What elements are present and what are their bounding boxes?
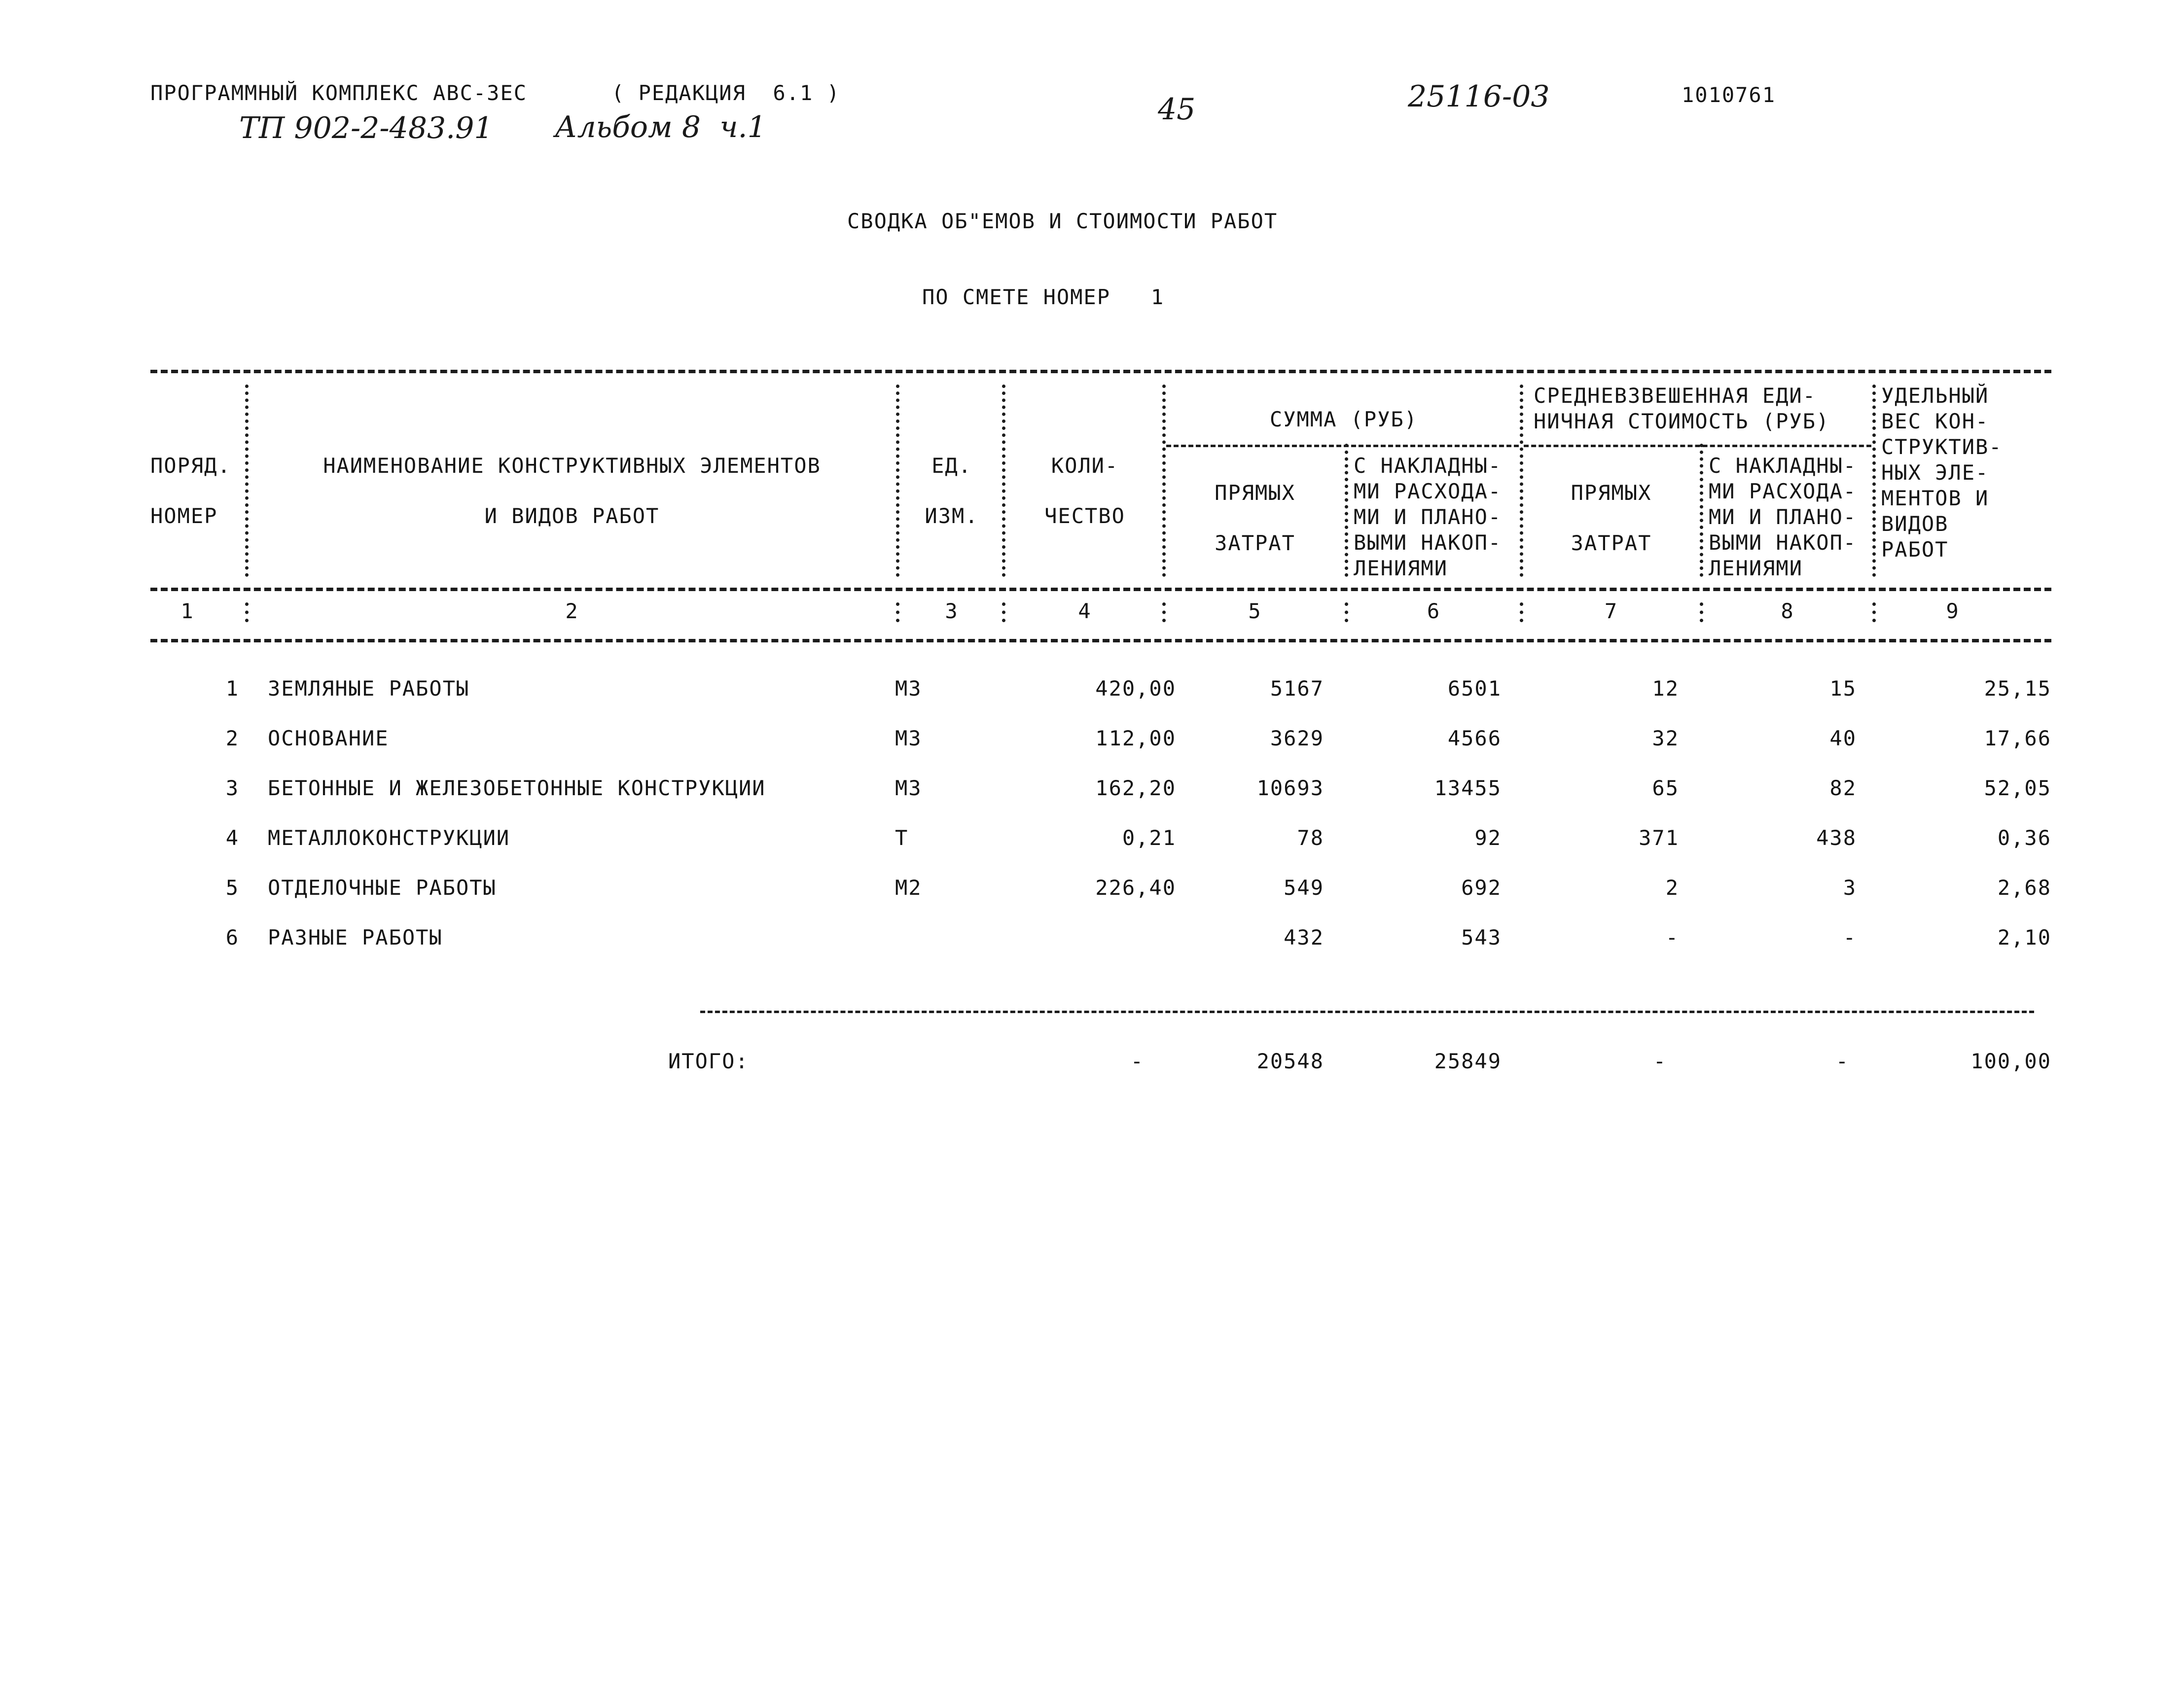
table-row: 3 БЕТОННЫЕ И ЖЕЛЕЗОБЕТОННЫЕ КОНСТРУКЦИИ М3 162,20 10693 13455 65 82 52,05 [225,776,2051,800]
column-separator [1162,602,1166,622]
table-row: 4 МЕТАЛЛОКОНСТРУКЦИИ Т 0,21 78 92 371 438 0,36 [225,826,2051,850]
header-col8: С НАКЛАДНЫ- МИ РАСХОДА- МИ И ПЛАНО- ВЫМИ НАКОП- ЛЕНИЯМИ [1709,454,1857,580]
page-subtitle: ПО СМЕТЕ НОМЕР 1 [922,285,1165,309]
column-separator [1872,385,1876,577]
column-separator [896,602,899,622]
column-separator [1872,602,1876,622]
totals-rule [700,1011,2034,1013]
column-separator [1002,385,1005,577]
column-number: 9 [1946,599,1960,623]
table-row: 6 РАЗНЫЕ РАБОТЫ 432 543 - - 2,10 [225,925,2051,950]
totals-row: ИТОГО: - 20548 25849 - - 100,00 [668,1049,2051,1073]
edition-label: ( РЕДАКЦИЯ 6.1 ) [611,81,840,105]
column-separator [1162,385,1166,577]
sum-group-rule [1166,445,1519,447]
header-col1: ПОРЯД. НОМЕР [150,454,231,528]
column-number: 4 [1078,599,1092,623]
header-col9: УДЕЛЬНЫЙ ВЕС КОН- СТРУКТИВ- НЫХ ЭЛЕ- МЕНТОВ И ВИДОВ РАБОТ [1881,384,2003,562]
header-col6: С НАКЛАДНЫ- МИ РАСХОДА- МИ И ПЛАНО- ВЫМИ НАКОП- ЛЕНИЯМИ [1354,454,1502,580]
column-number: 8 [1781,599,1794,623]
handwritten-album: Альбом 8 ч.1 [555,110,766,144]
header-bottom-rule [150,588,2051,591]
column-number: 7 [1604,599,1618,623]
column-separator [1002,602,1005,622]
column-number: 6 [1427,599,1441,623]
table-row: 5 ОТДЕЛОЧНЫЕ РАБОТЫ М2 226,40 549 692 2 3 2,68 [225,876,2051,900]
handwritten-page-number: 45 [1158,92,1196,127]
table-top-rule [150,370,2051,373]
totals-label: ИТОГО: [668,1049,749,1073]
column-number: 3 [945,599,959,623]
column-number: 1 [180,599,194,623]
column-number: 2 [565,599,579,623]
table-row: 2 ОСНОВАНИЕ М3 112,00 3629 4566 32 40 17,66 [225,726,2051,750]
table-row: 1 ЗЕМЛЯНЫЕ РАБОТЫ М3 420,00 5167 6501 12 15 25,15 [225,676,2051,701]
column-separator [1700,444,1703,577]
header-avg-group: СРЕДНЕВЗВЕШЕННАЯ ЕДИ- НИЧНАЯ СТОИМОСТЬ (РУБ) [1534,384,1830,433]
header-sum-group: СУММА (РУБ) [1269,407,1418,431]
handwritten-code: 25116-03 [1408,79,1550,114]
page-title: СВОДКА ОБ"ЕМОВ И СТОИМОСТИ РАБОТ [847,209,1278,233]
column-separator [896,385,899,577]
column-number: 5 [1248,599,1262,623]
column-separator [245,602,249,622]
column-separator [1520,385,1523,577]
column-separator [1700,602,1703,622]
handwritten-project-number: ТП 902-2-483.91 [239,111,493,145]
column-separator [245,385,249,577]
column-separator [1520,602,1523,622]
document-number: 1010761 [1682,83,1776,107]
column-numbers-bottom-rule [150,639,2051,642]
column-separator [1345,444,1348,577]
program-name: ПРОГРАММНЫЙ КОМПЛЕКС АВС-3ЕС [150,81,528,105]
column-separator [1345,602,1348,622]
